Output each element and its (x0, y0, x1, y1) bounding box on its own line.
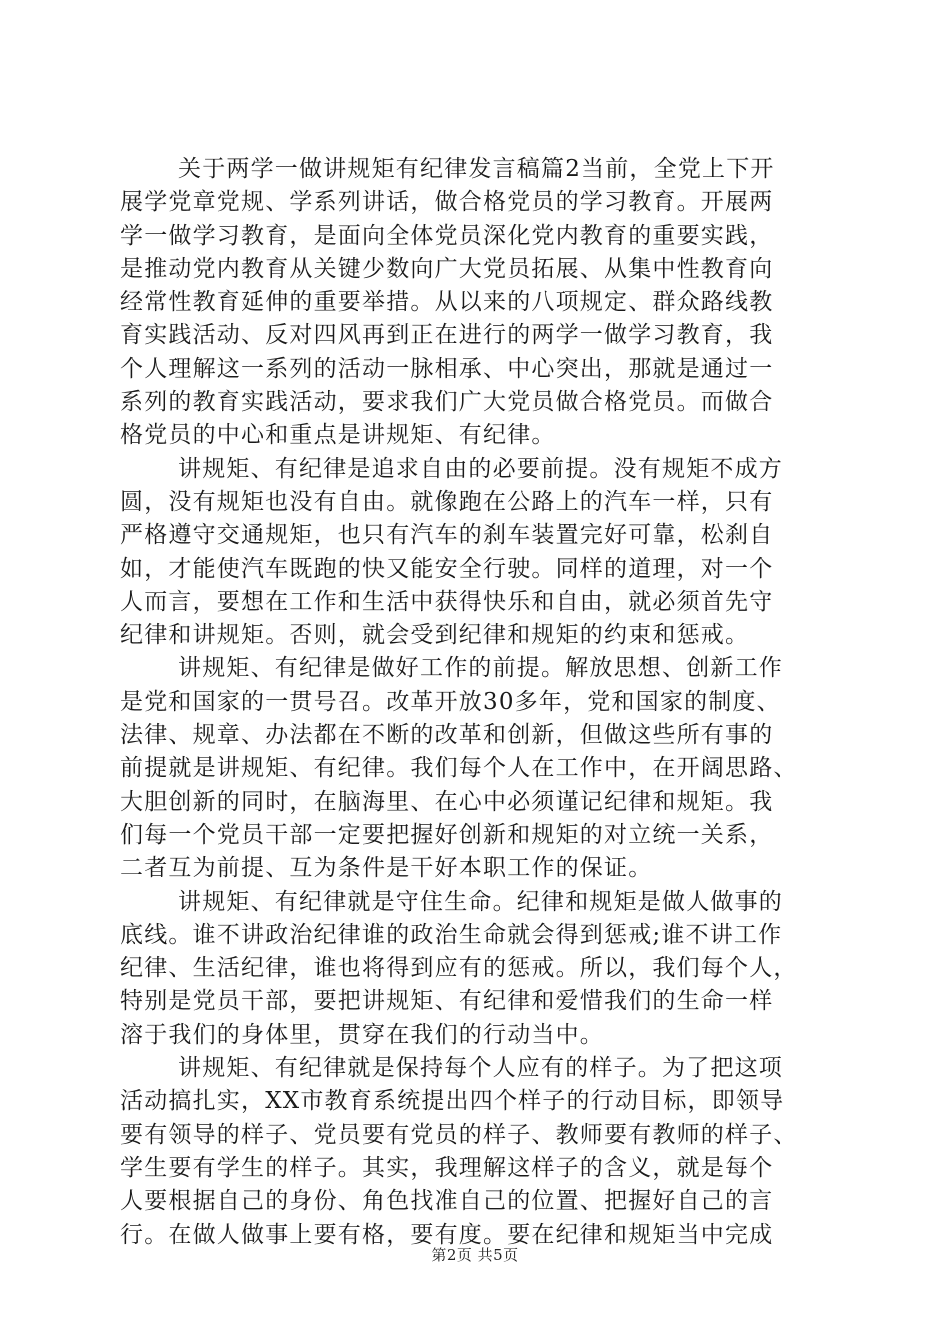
text-line: 学一做学习教育，是面向全体党员深化党内教育的重要实践， (120, 222, 774, 249)
text-line: 底线。谁不讲政治纪律谁的政治生命就会得到惩戒;谁不讲工作 (120, 921, 783, 948)
text-line: 特别是党员干部，要把讲规矩、有纪律和爱惜我们的生命一样 (120, 988, 774, 1015)
text-line: 关于两学一做讲规矩有纪律发言稿篇2当前，全党上下开 (178, 156, 775, 182)
text-line: 法律、规章、办法都在不断的改革和创新，但做这些所有事的 (120, 722, 774, 749)
text-line: 们每一个党员干部一定要把握好创新和规矩的对立统一关系， (120, 821, 774, 848)
text-line: 要有领导的样子、党员要有党员的样子、教师要有教师的样子、 (120, 1121, 798, 1148)
text-line: 系列的教育实践活动，要求我们广大党员做合格党员。而做合 (120, 389, 774, 416)
text-line: 个人理解这一系列的活动一脉相承、中心突出，那就是通过一 (120, 355, 774, 382)
text-line: 行。在做人做事上要有格，要有度。要在纪律和规矩当中完成 (120, 1221, 774, 1248)
text-line: 讲规矩、有纪律是追求自由的必要前提。没有规矩不成方 (178, 455, 783, 482)
text-line: 纪律、生活纪律，谁也将得到应有的惩戒。所以，我们每个人， (120, 955, 798, 982)
text-line: 讲规矩、有纪律是做好工作的前提。解放思想、创新工作 (178, 655, 783, 682)
text-line: 学生要有学生的样子。其实，我理解这样子的含义，就是每个 (120, 1154, 774, 1181)
text-line: 溶于我们的身体里，贯穿在我们的行动当中。 (120, 1021, 604, 1048)
text-line: 大胆创新的同时，在脑海里、在心中必须谨记纪律和规矩。我 (120, 788, 774, 815)
text-line: 展学党章党规、学系列讲话，做合格党员的学习教育。开展两 (120, 189, 774, 216)
text-line: 人而言，要想在工作和生活中获得快乐和自由，就必须首先守 (120, 588, 774, 615)
text-line: 讲规矩、有纪律就是守住生命。纪律和规矩是做人做事的 (178, 888, 783, 915)
text-line: 如，才能使汽车既跑的快又能安全行驶。同样的道理，对一个 (120, 555, 774, 582)
text-line: 育实践活动、反对四风再到正在进行的两学一做学习教育，我 (120, 322, 774, 349)
text-line: 讲规矩、有纪律就是保持每个人应有的样子。为了把这项 (178, 1055, 783, 1082)
text-line: 二者互为前提、互为条件是干好本职工作的保证。 (120, 855, 653, 882)
document-body (120, 153, 840, 1252)
text-line: 纪律和讲规矩。否则，就会受到纪律和规矩的约束和惩戒。 (120, 622, 750, 649)
text-line: 人要根据自己的身份、角色找准自己的位置、把握好自己的言 (120, 1188, 774, 1215)
text-line: 格党员的中心和重点是讲规矩、有纪律。 (120, 422, 556, 449)
text-line: 是党和国家的一贯号召。改革开放30多年，党和国家的制度、 (120, 688, 781, 715)
text-line: 严格遵守交通规矩，也只有汽车的刹车装置完好可靠，松刹自 (120, 522, 774, 549)
text-line: 圆，没有规矩也没有自由。就像跑在公路上的汽车一样，只有 (120, 488, 774, 515)
text-line: 经常性教育延伸的重要举措。从以来的八项规定、群众路线教 (120, 289, 774, 316)
text-line: 前提就是讲规矩、有纪律。我们每个人在工作中，在开阔思路、 (120, 755, 798, 782)
page-footer: 第2页 共5页 (431, 1246, 519, 1264)
text-line: 是推动党内教育从关键少数向广大党员拓展、从集中性教育向 (120, 255, 774, 282)
text-line: 活动搞扎实，XX市教育系统提出四个样子的行动目标，即领导 (120, 1088, 785, 1115)
